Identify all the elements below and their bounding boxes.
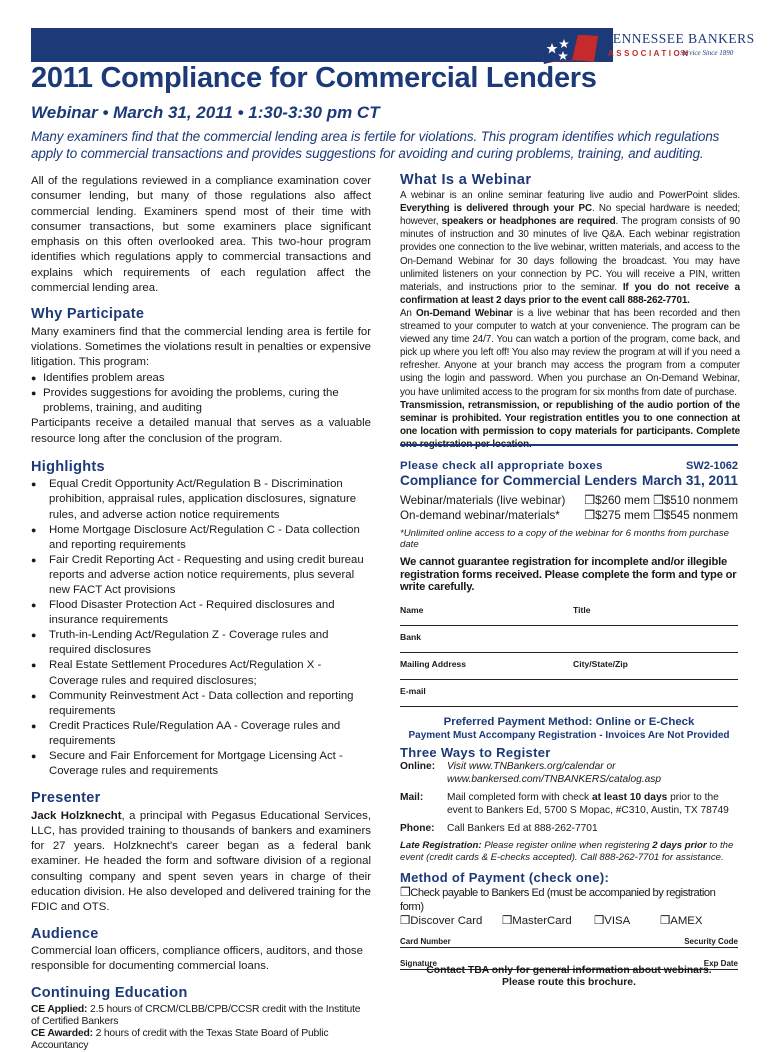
- webinar-p2: [400, 307, 740, 399]
- list-item: ● Flood Disaster Protection Act - Required disclosures and insurance requirements: [31, 598, 371, 628]
- flag-stars-icon: [538, 30, 600, 66]
- address-label: Mailing Address: [400, 658, 467, 669]
- list-item: ● Secure and Fair Enforcement for Mortgage Licensing Act - Coverage rules and requirements: [31, 749, 371, 779]
- highlights-heading: Highlights: [31, 459, 105, 476]
- ce-awarded-label: CE Awarded:: [31, 1027, 93, 1039]
- city-label: City/State/Zip: [573, 658, 628, 669]
- name-label: Name: [400, 604, 424, 615]
- contact-line: Please route this brochure.: [502, 977, 636, 988]
- org-since: Service Since 1890: [680, 49, 734, 57]
- warning-text: We cannot guarantee registration for incomplete and/or illegible registration forms received. Please complete the form and type or write carefully.: [400, 556, 737, 593]
- text-run: . The program consists of 90 minutes of instruction and 30 minutes of live Q&A. Each webinar registration provides one connection to the live webinar, written materials, and access to the On-Demand Webinar for 30 days following the broadcast. You may have unlimited listeners on your connection by PC. You will receive a PIN, written materials, and instructions prior to the seminar.: [400, 216, 740, 293]
- ce-heading: Continuing Education: [31, 985, 188, 1002]
- price: $510 nonmem: [663, 494, 738, 507]
- check-boxes-label: Please check all appropriate boxes: [400, 460, 603, 472]
- title-label: Title: [573, 604, 591, 615]
- option-label: Webinar/materials (live webinar): [400, 494, 566, 507]
- header-bar: [31, 28, 613, 62]
- org-association: ASSOCIATION: [608, 49, 691, 58]
- text-run: MasterCard: [512, 914, 572, 927]
- course-row: [400, 473, 738, 488]
- mail-label: Mail:: [400, 791, 424, 803]
- register-mail: [400, 791, 738, 817]
- text-run: Everything is delivered through your PC: [400, 203, 592, 215]
- preferred-payment: Preferred Payment Method: Online or E-Check: [443, 715, 695, 728]
- list-item: ● Identifies problem areas: [31, 371, 371, 386]
- payment-method-heading: Method of Payment (check one):: [400, 869, 610, 885]
- webinar-info: [400, 174, 740, 451]
- presenter-bio: , a principal with Pegasus Educational Services, LLC, has provided training to thousands of bankers and examiners for 27 years. Holzknecht's career began as a federal bank examiner. He headed the form and software division of a regional consulting company and spent seven years in charge of their education division. He also developed and delivered training for the FDIC and OTS.: [31, 809, 371, 914]
- why-closing: Participants receive a detailed manual that serves as a valuable resource long after the conclusion of the program.: [31, 417, 371, 445]
- ce-awarded: [31, 1028, 371, 1052]
- text-run: AMEX: [670, 914, 703, 927]
- list-item: ● Truth-in-Lending Act/Regulation Z - Coverage rules and required disclosures: [31, 628, 371, 658]
- card-options: [400, 914, 738, 928]
- text-run: Please register online when registering: [481, 839, 653, 851]
- option-label: On-demand webinar/materials*: [400, 509, 560, 522]
- text-run: is a live webinar that has been recorded and then streamed to your computer to watch at your convenience. The program can be viewed any time 24/7. You can watch a portion of the program, come back, and pick up where you left off! You also may review the program at will if you need a refresher. Anyone at your branch may access the program from a computer using the login and password. When you purchase an On-Demand Webinar, you have unlimited access to the program for six months from date of purchase.: [400, 307, 740, 398]
- exp-date-label: Exp Date: [703, 958, 738, 968]
- org-name: TENNESSEE BANKERS: [604, 31, 755, 46]
- list-item: ● Real Estate Settlement Procedures Act/Regulation X - Coverage rules and required disclosures;: [31, 658, 371, 688]
- late-registration: [400, 840, 738, 864]
- text-run: to the event (credit cards & E-checks accepted). Call 888-262-7701 for assistance.: [400, 839, 734, 863]
- left-column: [31, 174, 371, 1052]
- option-row: [400, 508, 738, 523]
- mastercard-option[interactable]: ❒MasterCard: [502, 914, 572, 927]
- text-run: 2 days prior: [652, 839, 707, 851]
- list-item: ● Fair Credit Reporting Act - Requesting and using credit bureau reports and adverse action notice requirements, plus several new FACT Act provisions: [31, 553, 371, 598]
- presenter-text: [31, 809, 371, 916]
- form-header: [400, 460, 738, 472]
- register-phone: [400, 822, 738, 835]
- text-run: On-Demand Webinar: [416, 307, 513, 319]
- audience-text: Commercial loan officers, compliance officers, auditors, and those responsible for documenting commercial loans.: [31, 944, 363, 973]
- text-run: If you do not receive a confirmation at least 2 days prior to the event call 888-262-7701.: [400, 281, 740, 306]
- highlights-list: [31, 477, 371, 779]
- email-label: E-mail: [400, 685, 426, 696]
- text-run: Late Registration:: [400, 839, 482, 851]
- text-run: at least 10 days: [591, 791, 668, 803]
- text-run: Discover Card: [410, 914, 483, 927]
- footnote: *Unlimited online access to a copy of the webinar for 6 months from purchase date: [400, 528, 730, 550]
- checkbox-live-nonmem[interactable]: ❒: [653, 493, 664, 507]
- text-run: prior to the event to Bankers Ed, 5700 S Mopac, #C310, Austin, TX 78749: [447, 791, 729, 816]
- price: $260 mem: [595, 494, 650, 507]
- checkbox-live-mem[interactable]: ❒: [584, 493, 596, 507]
- ce-applied: [31, 1004, 371, 1028]
- course-code: SW2-1062: [686, 460, 738, 472]
- payment-note: Payment Must Accompany Registration - Invoices Are Not Provided: [408, 729, 730, 741]
- contact-note: [400, 965, 738, 990]
- page-title: 2011 Compliance for Commercial Lenders: [31, 62, 597, 94]
- presenter-heading: Presenter: [31, 790, 101, 807]
- checkbox-check[interactable]: ❒: [400, 884, 411, 899]
- text-run: VISA: [604, 914, 631, 927]
- text-run: speakers or headphones are required: [441, 216, 616, 228]
- card-number-field[interactable]: [400, 926, 738, 948]
- list-item: ● Equal Credit Opportunity Act/Regulation B - Discrimination prohibition, appraisal rules, application disclosures, signature rules, and adverse action notice requirements: [31, 477, 371, 522]
- why-heading: Why Participate: [31, 306, 145, 323]
- section-divider: [400, 444, 738, 446]
- phone-label: Phone:: [400, 822, 435, 834]
- text-run: A webinar is an online seminar featuring live audio and PowerPoint slides.: [400, 190, 740, 202]
- tba-logo: [538, 22, 755, 66]
- checkbox-ondemand-mem[interactable]: ❒: [584, 508, 596, 522]
- audience-heading: Audience: [31, 925, 99, 942]
- price: $275 mem: [595, 509, 650, 522]
- bank-label: Bank: [400, 631, 422, 642]
- text-run: Check payable to Bankers Ed (must be accompanied by registration form): [400, 886, 716, 913]
- name-title-field[interactable]: [400, 602, 738, 626]
- option-row: [400, 493, 738, 508]
- why-text: Many examiners find that the commercial lending area is fertile for violations. Sometimes the violations result in penalties or expensive litigation. This program:: [31, 325, 371, 369]
- page-subtitle: Webinar • March 31, 2011 • 1:30-3:30 pm CT: [31, 103, 380, 122]
- three-ways-heading: Three Ways to Register: [400, 744, 551, 760]
- list-item: ● Home Mortgage Disclosure Act/Regulation C - Data collection and reporting requirements: [31, 523, 371, 553]
- ce-applied-text: 2.5 hours of CRCM/CLBB/CPB/CCSR credit with the Institute of Certified Bankers: [31, 1003, 361, 1027]
- why-list: [31, 371, 371, 417]
- list-item: ● Community Reinvestment Act - Data collection and reporting requirements: [31, 689, 371, 719]
- amex-option[interactable]: ❒AMEX: [660, 914, 703, 927]
- online-label: Online:: [400, 760, 436, 772]
- mail-text: [447, 791, 738, 817]
- discover-option[interactable]: ❒Discover Card: [400, 914, 483, 927]
- online-text[interactable]: Visit www.TNBankers.org/calendar or www.bankersed.com/TNBANKERS/catalog.asp: [447, 760, 662, 785]
- webinar-p1: [400, 189, 740, 307]
- checkbox-ondemand-nonmem[interactable]: ❒: [653, 508, 664, 522]
- list-item: ● Provides suggestions for avoiding the problems, curing the problems, training, and auditing: [31, 386, 371, 417]
- visa-option[interactable]: ❒VISA: [594, 914, 631, 927]
- course-date: March 31, 2011: [642, 473, 738, 488]
- register-online: [400, 760, 738, 786]
- check-payable-option[interactable]: [400, 885, 738, 914]
- presenter-name: Jack Holzknecht: [31, 809, 122, 822]
- list-item: ● Credit Practices Rule/Regulation AA - Coverage rules and requirements: [31, 719, 371, 749]
- text-run: An: [400, 307, 417, 319]
- signature-label: Signature: [400, 958, 437, 968]
- text-run: . No special hardware is needed; however,: [400, 203, 740, 228]
- card-number-label: Card Number: [400, 936, 451, 946]
- course-name: Compliance for Commercial Lenders: [400, 473, 638, 488]
- price: $545 nonmem: [663, 509, 738, 522]
- phone-text: Call Bankers Ed at 888-262-7701: [447, 822, 598, 834]
- address-field[interactable]: [400, 656, 738, 680]
- ce-applied-label: CE Applied:: [31, 1003, 88, 1015]
- registration-form: [400, 460, 738, 990]
- intro-text: Many examiners find that the commercial lending area is fertile for violations. This program identifies which regulations apply to commercial transactions and provides suggestions for avoiding and curing problems, training, and auditing.: [31, 129, 720, 161]
- webinar-p3: Transmission, retransmission, or republishing of the audio portion of the seminar is prohibited. Your registration entitles you to one connection at one location with permission to copy materials for participants. Complete: [400, 399, 740, 437]
- pricing-options: [400, 493, 738, 523]
- security-code-label: Security Code: [684, 936, 738, 946]
- ce-awarded-text: 2 hours of credit with the Texas State Board of Public Accountancy: [31, 1027, 329, 1051]
- contact-line: Contact TBA only for general information about webinars.: [426, 964, 712, 976]
- text-run: Mail completed form with check: [447, 791, 592, 803]
- overview-text: All of the regulations reviewed in a compliance examination cover consumer lending, but many of those regulations also affect commercial lending. Examiners spend most of their time with consumer transactions, but some examiners place significant emphasis on this often overlooked area. This two-hour program identifies which regulations apply to commercial transactions and explains which requirements of each regulation affect the commercial lending area.: [31, 175, 371, 295]
- email-field[interactable]: [400, 683, 738, 707]
- bank-field[interactable]: [400, 629, 738, 653]
- webinar-heading: What Is a Webinar: [400, 172, 532, 188]
